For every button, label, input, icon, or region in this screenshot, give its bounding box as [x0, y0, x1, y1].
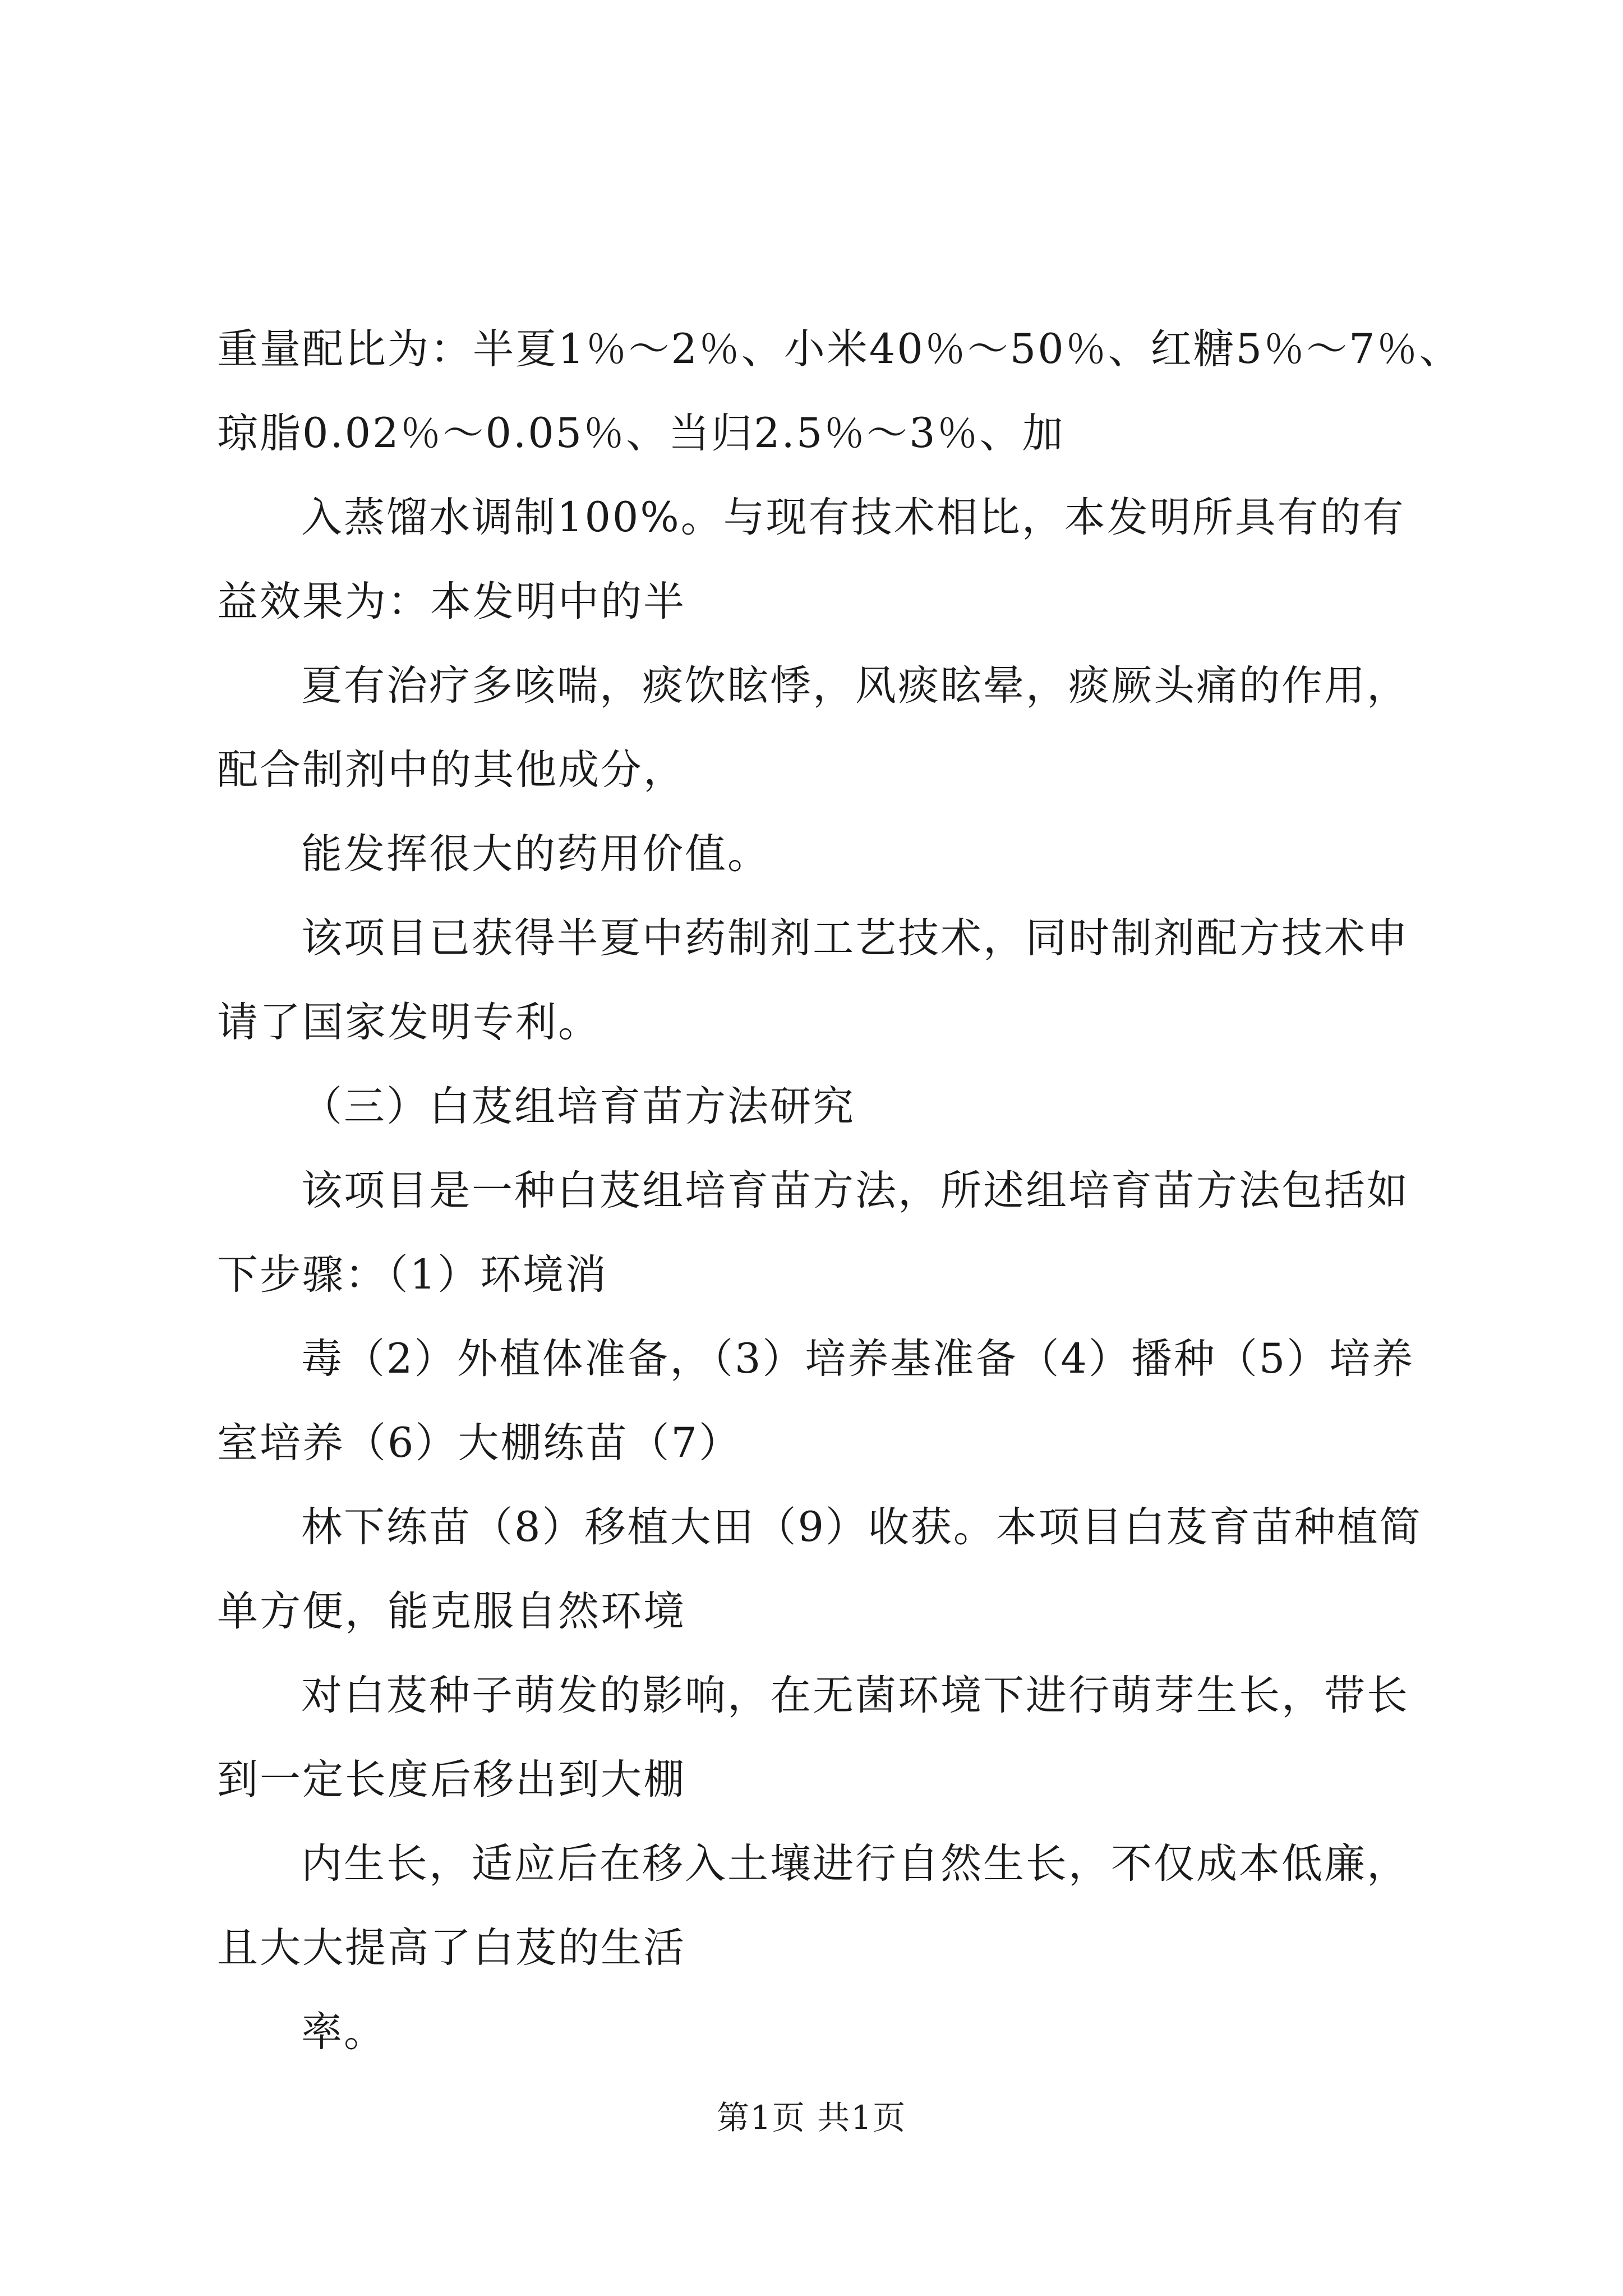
text-line-steps-cont: 室培养（6）大棚练苗（7） — [217, 1419, 741, 1467]
text-line-method-intro-cont: 下步骤：（1）环境消 — [217, 1251, 608, 1299]
text-line-method-intro: 该项目是一种白芨组培育苗方法，所述组培育苗方法包括如 — [301, 1167, 1409, 1214]
text-line-formula-ratio: 重量配比为：半夏1％～2％、小米40％～50％、红糖5％～7％、 — [217, 325, 1462, 373]
text-line-patent-cont: 请了国家发明专利。 — [217, 999, 601, 1046]
text-line-steps-end-cont: 单方便，能克服自然环境 — [217, 1588, 686, 1635]
text-line-patent: 该项目已获得半夏中药制剂工艺技术，同时制剂配方技术申 — [301, 914, 1409, 962]
text-line-steps-end: 林下练苗（8）移植大田（9）收获。本项目白芨育苗种植简 — [301, 1503, 1422, 1551]
text-line-distilled-water: 入蒸馏水调制100%。与现有技术相比，本发明所具有的有 — [301, 494, 1405, 541]
text-line-pinellia-effects: 夏有治疗多咳喘，痰饮眩悸，风痰眩晕，痰厥头痛的作用， — [301, 662, 1409, 710]
document-body — [217, 307, 1462, 2074]
text-line-germination: 对白芨种子萌发的影响，在无菌环境下进行萌芽生长，带长 — [301, 1672, 1409, 1719]
text-line-pinellia-effects-cont: 配合制剂中的其他成分， — [217, 746, 686, 794]
text-line-formula-ratio-cont: 琼脂0.02％～0.05％、当归2.5％～3％、加 — [217, 409, 1065, 457]
text-line-steps: 毒（2）外植体准备，（3）培养基准备（4）播种（5）培养 — [301, 1335, 1415, 1383]
page-number-footer: 第1页 共1页 — [716, 2099, 907, 2137]
text-line-benefit: 益效果为：本发明中的半 — [217, 578, 686, 625]
text-line-germination-cont: 到一定长度后移出到大棚 — [217, 1756, 686, 1803]
text-line-medicinal-value: 能发挥很大的药用价值。 — [301, 830, 770, 878]
text-line-growth-cont: 且大大提高了白芨的生活 — [217, 1924, 686, 1972]
section-heading-bletilla: （三）白芨组培育苗方法研究 — [301, 1083, 855, 1130]
text-line-growth: 内生长，适应后在移入土壤进行自然生长，不仅成本低廉， — [301, 1840, 1409, 1888]
text-line-survival-rate: 率。 — [301, 2008, 386, 2056]
